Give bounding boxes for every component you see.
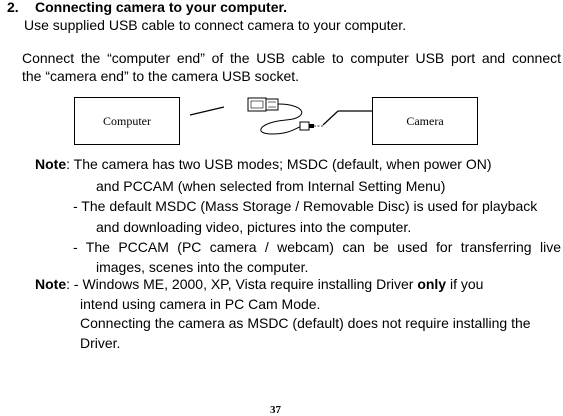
computer-label: Computer — [103, 113, 151, 128]
note2-emphasis: only — [417, 276, 447, 292]
camera-label: Camera — [406, 113, 444, 128]
paragraph-line-2: the “camera end” to the camera USB socket. — [22, 68, 300, 84]
note2-line-2: intend using camera in PC Cam Mode. — [80, 296, 321, 312]
note2-label: Note — [35, 276, 67, 292]
computer-leader-line — [190, 107, 224, 115]
note1-line-2: and PCCAM (when selected from Internal Setting Menu) — [96, 178, 446, 194]
note2-text-1b: if you — [446, 276, 484, 292]
section-heading: Connecting camera to your computer. — [35, 0, 288, 15]
note1-text-1: : The camera has two USB modes; MSDC (default, when power ON) — [66, 156, 492, 172]
page-number: 37 — [270, 404, 281, 416]
camera-box — [372, 97, 478, 145]
usb-plug-icon — [248, 98, 278, 111]
note2-line-3: Connecting the camera as MSDC (default) does not require installing the — [80, 315, 531, 331]
paragraph-line-1: Connect the “computer end” of the USB cable to computer USB port and connect — [22, 50, 561, 66]
note2-text-1a: : - Windows ME, 2000, XP, Vista require installing Driver — [66, 276, 418, 292]
note1-line-3: - The default MSDC (Mass Storage / Removable Disc) is used for playback — [73, 198, 538, 214]
section-number: 2. — [7, 0, 19, 15]
note1-line-6: images, scenes into the computer. — [96, 259, 309, 275]
note1-line-4: and downloading video, pictures into the computer. — [96, 219, 412, 235]
intro-text: Use supplied USB cable to connect camera to your computer. — [24, 17, 407, 33]
note1-line-5: - The PCCAM (PC camera / webcam) can be used for transferring live — [73, 239, 561, 255]
note2-line-4: Driver. — [80, 335, 121, 351]
computer-box — [74, 97, 180, 145]
note2-line-1 — [35, 276, 483, 293]
note1-line-1 — [35, 156, 491, 173]
usb-cable-illustration — [178, 88, 374, 138]
mini-usb-plug-icon — [300, 122, 314, 130]
note1-label: Note — [35, 156, 67, 172]
